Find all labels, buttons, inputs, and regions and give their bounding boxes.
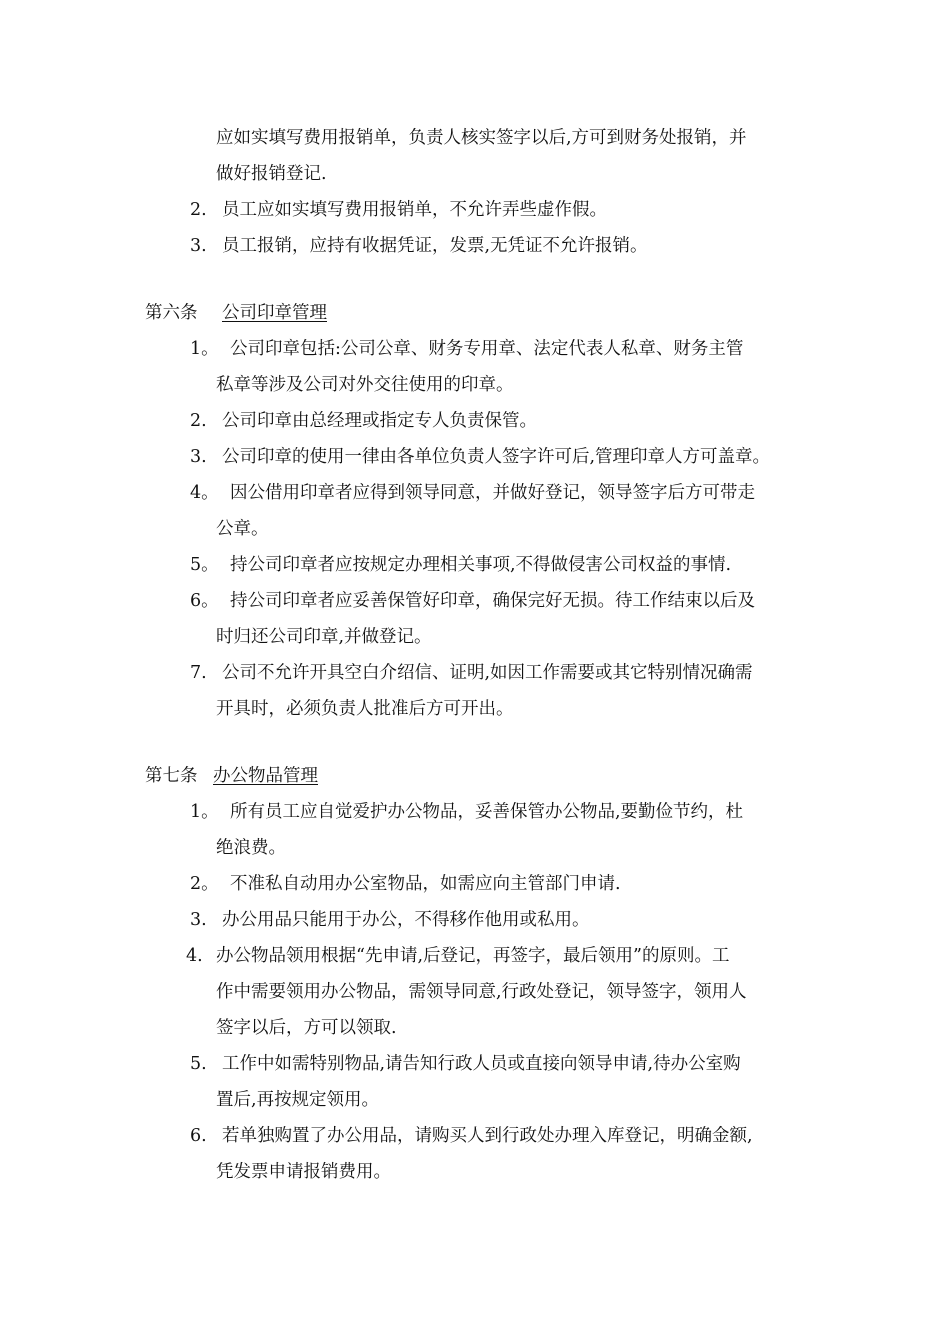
continued-line: 做好报销登记. <box>216 164 327 184</box>
list-number: 3. <box>190 910 207 930</box>
list-item-text: 开具时，必须负责人批准后方可开出。 <box>216 699 514 719</box>
list-item-text: 办公用品只能用于办公，不得移作他用或私用。 <box>222 910 590 930</box>
list-item-text: 签字以后，方可以领取. <box>216 1018 397 1038</box>
list-number: 5. <box>190 1054 207 1074</box>
list-number: 2. <box>190 411 207 431</box>
list-item-text: 所有员工应自觉爱护办公物品，妥善保管办公物品,要勤俭节约，杜 <box>230 802 744 822</box>
section-title: 办公物品管理 <box>213 766 318 786</box>
list-item-text: 时归还公司印章,并做登记。 <box>216 627 432 647</box>
section-title: 公司印章管理 <box>222 303 327 323</box>
list-item-text: 持公司印章者应按规定办理相关事项,不得做侵害公司权益的事情. <box>230 555 732 575</box>
list-number: 3. <box>190 236 207 256</box>
list-number: 2. <box>190 200 207 220</box>
list-item-text: 作中需要领用办公物品，需领导同意,行政处登记，领导签字，领用人 <box>216 982 747 1002</box>
list-number: 1。 <box>190 339 219 359</box>
list-number: 6. <box>190 1126 207 1146</box>
section-number: 第七条 <box>145 766 198 786</box>
list-number: 4. <box>186 946 203 966</box>
list-item-text: 持公司印章者应妥善保管好印章，确保完好无损。待工作结束以后及 <box>230 591 755 611</box>
list-item-text: 办公物品领用根据“先申请,后登记，再签字，最后领用”的原则。工 <box>216 946 730 966</box>
list-number: 4。 <box>190 483 219 503</box>
list-item-text: 若单独购置了办公用品，请购买人到行政处办理入库登记，明确金额, <box>222 1126 753 1146</box>
list-item-text: 公司印章由总经理或指定专人负责保管。 <box>222 411 537 431</box>
list-item-text: 不准私自动用办公室物品，如需应向主管部门申请. <box>230 874 621 894</box>
list-number: 6。 <box>190 591 219 611</box>
list-number: 3. <box>190 447 207 467</box>
list-item-text: 私章等涉及公司对外交往使用的印章。 <box>216 375 514 395</box>
list-item-text: 员工应如实填写费用报销单，不允许弄些虚作假。 <box>222 200 607 220</box>
list-item-text: 公司印章的使用一律由各单位负责人签字许可后,管理印章人方可盖章。 <box>222 447 771 467</box>
list-item-text: 绝浪费。 <box>216 838 286 858</box>
list-number: 7. <box>190 663 207 683</box>
list-item-text: 工作中如需特别物品,请告知行政人员或直接向领导申请,待办公室购 <box>222 1054 741 1074</box>
list-item-text: 凭发票申请报销费用。 <box>216 1162 391 1182</box>
continued-line: 应如实填写费用报销单，负责人核实签字以后,方可到财务处报销，并 <box>216 128 747 148</box>
list-item-text: 因公借用印章者应得到领导同意，并做好登记，领导签字后方可带走 <box>230 483 755 503</box>
list-number: 1。 <box>190 802 219 822</box>
list-number: 2。 <box>190 874 219 894</box>
list-item-text: 公章。 <box>216 519 269 539</box>
section-number: 第六条 <box>145 303 198 323</box>
list-item-text: 置后,再按规定领用。 <box>216 1090 380 1110</box>
list-item-text: 公司不允许开具空白介绍信、证明,如因工作需要或其它特别情况确需 <box>222 663 753 683</box>
list-item-text: 公司印章包括:公司公章、财务专用章、法定代表人私章、财务主管 <box>230 339 744 359</box>
list-number: 5。 <box>190 555 219 575</box>
list-item-text: 员工报销，应持有收据凭证，发票,无凭证不允许报销。 <box>222 236 648 256</box>
